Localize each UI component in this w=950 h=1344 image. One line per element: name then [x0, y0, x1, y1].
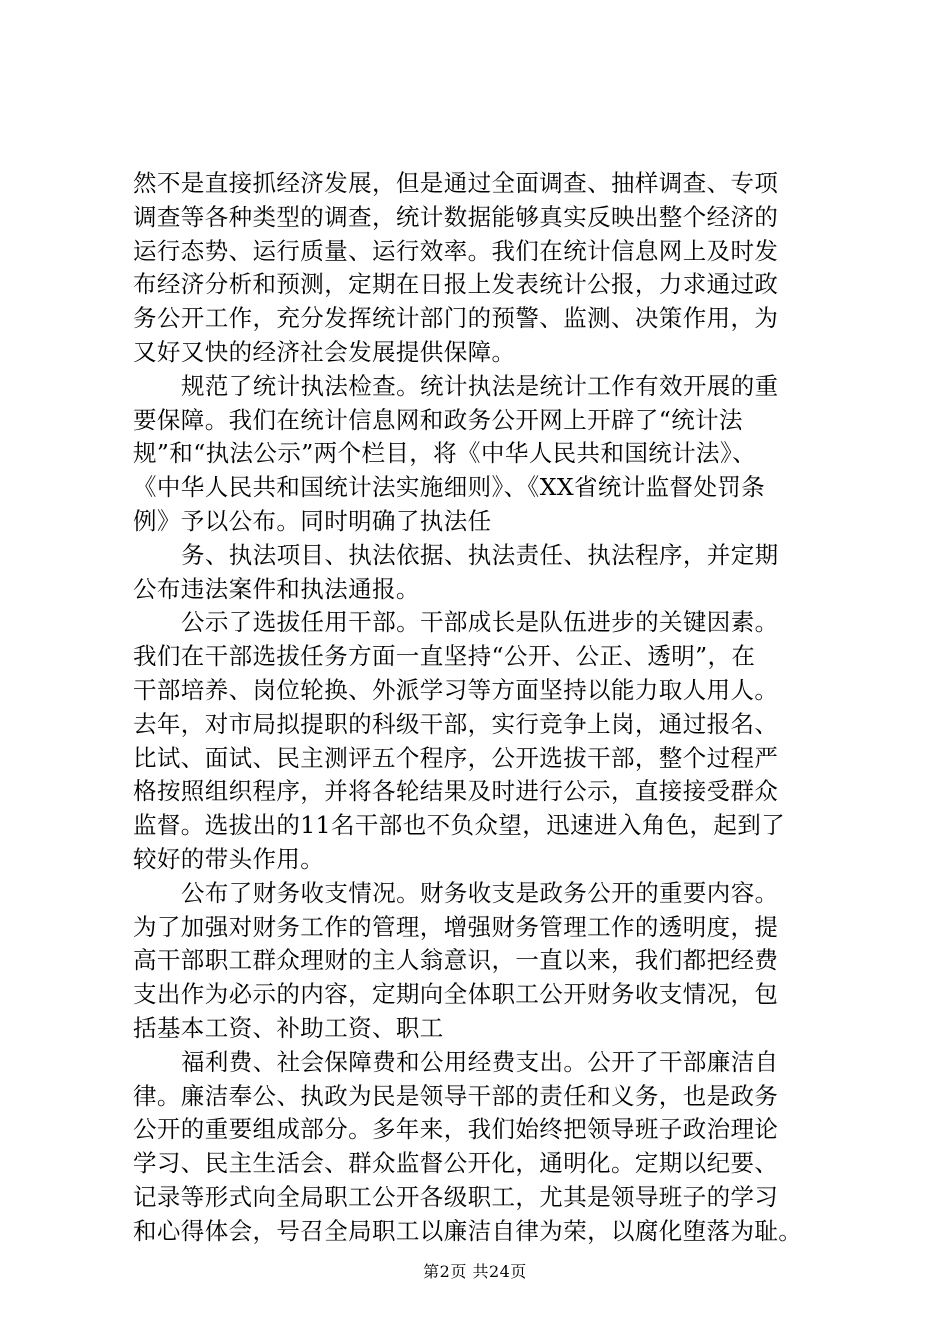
text-line: 规”和“执法公示”两个栏目，将《中华人民共和国统计法》、	[133, 439, 756, 468]
text-line: 格按照组织程序，并将各轮结果及时进行公示，直接接受群众	[133, 777, 779, 806]
document-body	[133, 167, 853, 1249]
text-line: 公布违法案件和执法通报。	[133, 574, 420, 603]
text-line: 支出作为必示的内容，定期向全体职工公开财务收支情况，包	[133, 980, 779, 1009]
text-line: 要保障。我们在统计信息网和政务公开网上开辟了“统计法	[133, 405, 743, 434]
text-line: 公示了选拔任用干部。干部成长是队伍进步的关键因素。	[181, 608, 779, 637]
text-line: 监督。选拔出的11名干部也不负众望，迅速进入角色，起到了	[133, 811, 786, 840]
text-line: 务公开工作，充分发挥统计部门的预警、监测、决策作用，为	[133, 304, 779, 333]
text-line: 《中华人民共和国统计法实施细则》、《XX省统计监督处罚条	[133, 473, 766, 502]
text-line: 务、执法项目、执法依据、执法责任、执法程序，并定期	[181, 540, 779, 569]
text-line: 律。廉洁奉公、执政为民是领导干部的责任和义务，也是政务	[133, 1081, 779, 1110]
text-line: 为了加强对财务工作的管理，增强财务管理工作的透明度，提	[133, 912, 779, 941]
text-line: 调查等各种类型的调查，统计数据能够真实反映出整个经济的	[133, 202, 779, 231]
text-line: 公布了财务收支情况。财务收支是政务公开的重要内容。	[181, 878, 779, 907]
text-line: 高干部职工群众理财的主人翁意识，一直以来，我们都把经费	[133, 946, 779, 975]
text-line: 记录等形式向全局职工公开各级职工，尤其是领导班子的学习	[133, 1182, 779, 1211]
text-line: 较好的带头作用。	[133, 844, 325, 873]
text-line: 运行态势、运行质量、运行效率。我们在统计信息网上及时发	[133, 236, 779, 265]
text-line: 去年，对市局拟提职的科级干部，实行竞争上岗，通过报名、	[133, 709, 779, 738]
text-line: 我们在干部选拔任务方面一直坚持“公开、公正、透明”，在	[133, 642, 756, 671]
text-line: 和心得体会，号召全局职工以廉洁自律为荣，以腐化堕落为耻。	[133, 1216, 803, 1245]
text-line: 学习、民主生活会、群众监督公开化，通明化。定期以纪要、	[133, 1149, 779, 1178]
page-number-footer: 第2页 共24页	[423, 1262, 527, 1281]
text-line: 然不是直接抓经济发展，但是通过全面调查、抽样调查、专项	[133, 169, 779, 197]
text-line: 括基本工资、补助工资、职工	[133, 1013, 444, 1042]
text-line: 干部培养、岗位轮换、外派学习等方面坚持以能力取人用人。	[133, 675, 779, 704]
text-line: 福利费、社会保障费和公用经费支出。公开了干部廉洁自	[181, 1047, 779, 1076]
text-line: 布经济分析和预测，定期在日报上发表统计公报，力求通过政	[133, 270, 779, 299]
text-line: 例》予以公布。同时明确了执法任	[133, 506, 492, 535]
text-line: 又好又快的经济社会发展提供保障。	[133, 337, 516, 366]
text-line: 规范了统计执法检查。统计执法是统计工作有效开展的重	[181, 371, 779, 400]
text-line: 比试、面试、民主测评五个程序，公开选拔干部，整个过程严	[133, 743, 779, 772]
text-line: 公开的重要组成部分。多年来，我们始终把领导班子政治理论	[133, 1115, 779, 1144]
